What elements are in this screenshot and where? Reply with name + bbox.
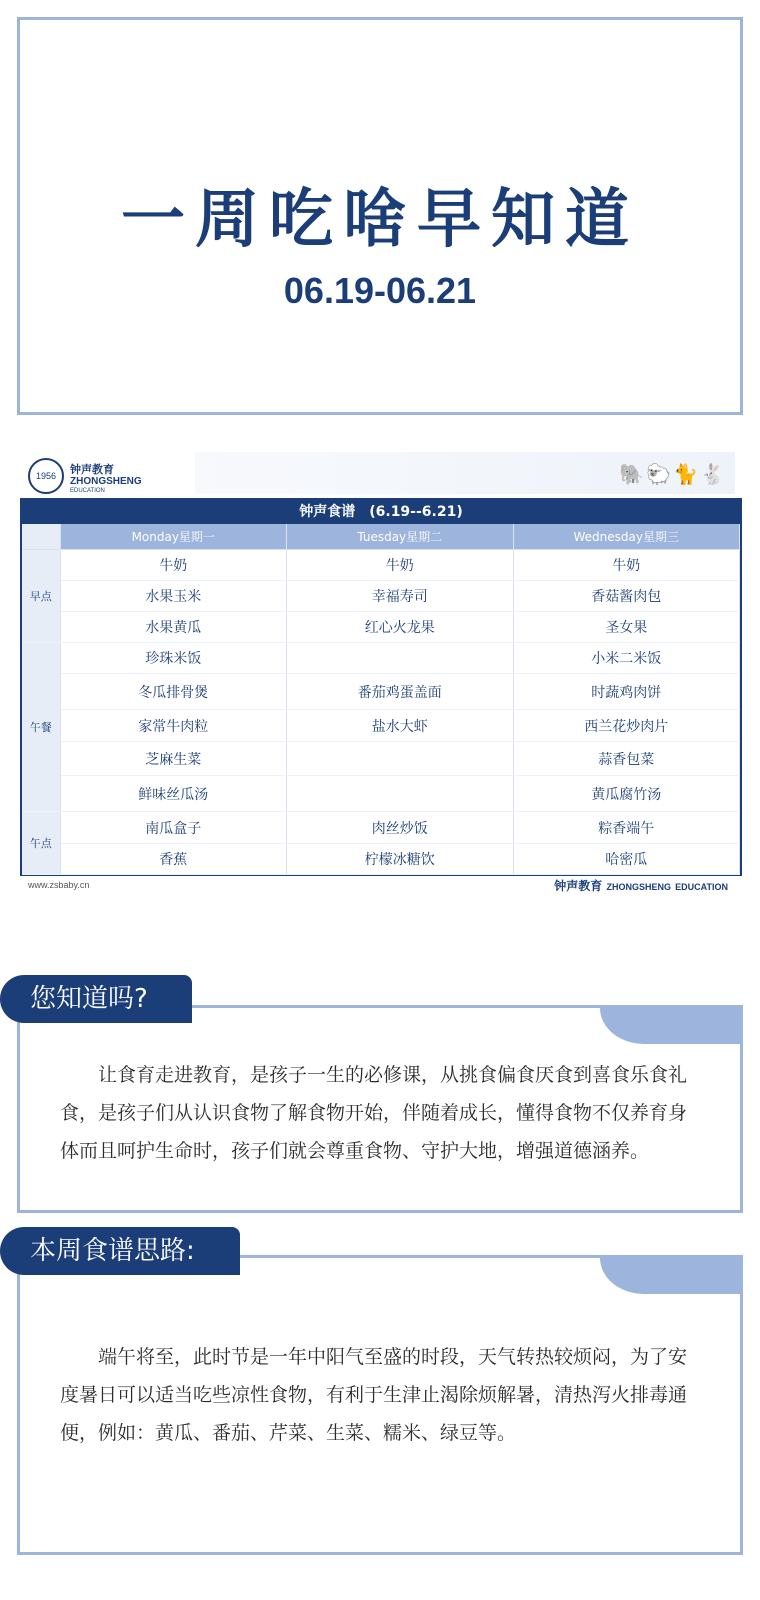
meal-label: 早点 — [22, 550, 60, 643]
page-title: 一周吃啥早知道 — [121, 183, 639, 257]
bunny-icon: 🐇 — [700, 462, 727, 486]
meal-label: 午餐 — [22, 643, 60, 812]
menu-cell: 水果黄瓜 — [60, 612, 287, 643]
menu-cell: 时蔬鸡肉饼 — [513, 674, 740, 710]
menu-cell: 牛奶 — [513, 550, 740, 581]
menu-cell: 幸福寿司 — [287, 581, 514, 612]
menu-cell: 珍珠米饭 — [60, 643, 287, 674]
menu-table-title: 钟声食谱 (6.19--6.21) — [22, 500, 740, 524]
menu-cell: 粽香端午 — [513, 812, 740, 844]
corner-decoration — [600, 1008, 740, 1044]
menu-cell: 哈密瓜 — [513, 844, 740, 875]
menu-row — [22, 612, 740, 643]
footer-brand-cn: 钟声教育 — [554, 879, 603, 893]
column-header-monday: Monday星期一 — [60, 524, 287, 550]
menu-row — [22, 812, 740, 844]
footer-brand-en2: EDUCATION — [675, 882, 728, 892]
menu-idea-card — [17, 1255, 743, 1555]
menu-cell: 西兰花炒肉片 — [513, 710, 740, 742]
menu-image — [20, 452, 742, 900]
animal-decoration — [619, 462, 727, 486]
title-card — [17, 17, 743, 415]
menu-cell: 芝麻生菜 — [60, 742, 287, 776]
menu-cell: 红心火龙果 — [287, 612, 514, 643]
did-you-know-label: 您知道吗? — [0, 975, 192, 1023]
menu-cell: 盐水大虾 — [287, 710, 514, 742]
date-range: 06.19-06.21 — [283, 270, 477, 311]
elephant-icon: 🐘 — [619, 462, 647, 486]
menu-row — [22, 844, 740, 875]
menu-cell — [287, 742, 514, 776]
menu-table — [22, 524, 740, 875]
did-you-know-text: 让食育走进教育，是孩子一生的必修课，从挑食偏食厌食到喜食乐食礼食，是孩子们从认识食物了解食物开始，伴随着成长，懂得食物不仅养育身体而且呵护生命时，孩子们就会尊重食物、守护大地，增强道德涵养。 — [60, 1064, 688, 1162]
menu-cell: 香菇酱肉包 — [513, 581, 740, 612]
menu-row — [22, 674, 740, 710]
menu-row — [22, 643, 740, 674]
menu-cell: 南瓜盒子 — [60, 812, 287, 844]
menu-row — [22, 581, 740, 612]
menu-cell: 黄瓜腐竹汤 — [513, 776, 740, 812]
meal-label: 午点 — [22, 812, 60, 875]
menu-cell: 冬瓜排骨煲 — [60, 674, 287, 710]
logo-text-en: ZHONGSHENG — [70, 476, 142, 487]
menu-row — [22, 710, 740, 742]
menu-cell — [287, 643, 514, 674]
logo-emblem: 1956 — [28, 458, 64, 494]
menu-cell: 蒜香包菜 — [513, 742, 740, 776]
menu-idea-text: 端午将至，此时节是一年中阳气至盛的时段，天气转热较烦闷，为了安度暑日可以适当吃些凉性食物，有利于生津止渴除烦解暑，清热泻火排毒通便，例如：黄瓜、番茄、芹菜、生菜、糯米、绿豆等。 — [60, 1346, 688, 1444]
logo-text-cn: 钟声教育 — [70, 463, 114, 476]
menu-idea-label: 本周食谱思路: — [0, 1227, 240, 1275]
menu-cell: 牛奶 — [287, 550, 514, 581]
menu-table-container — [20, 498, 742, 876]
menu-cell: 牛奶 — [60, 550, 287, 581]
menu-cell: 水果玉米 — [60, 581, 287, 612]
menu-cell: 番茄鸡蛋盖面 — [287, 674, 514, 710]
menu-cell: 肉丝炒饭 — [287, 812, 514, 844]
menu-cell: 家常牛肉粒 — [60, 710, 287, 742]
corner-decoration — [600, 1258, 740, 1294]
menu-cell: 小米二米饭 — [513, 643, 740, 674]
menu-row — [22, 550, 740, 581]
footer-brand — [554, 877, 728, 894]
cat-icon: 🐈 — [673, 462, 701, 486]
menu-header-row — [22, 524, 740, 550]
site-url: www.zsbaby.cn — [28, 880, 90, 890]
logo — [28, 458, 188, 498]
sheep-icon: 🐑 — [646, 462, 674, 486]
header-band — [195, 452, 735, 494]
corner-cell — [22, 524, 60, 550]
did-you-know-card — [17, 1005, 743, 1213]
column-header-wednesday: Wednesday星期三 — [513, 524, 740, 550]
menu-row — [22, 776, 740, 812]
menu-cell: 鲜味丝瓜汤 — [60, 776, 287, 812]
menu-cell: 香蕉 — [60, 844, 287, 875]
menu-cell — [287, 776, 514, 812]
logo-text-en2: EDUCATION — [70, 488, 105, 494]
menu-cell: 圣女果 — [513, 612, 740, 643]
column-header-tuesday: Tuesday星期二 — [287, 524, 514, 550]
footer-brand-en: ZHONGSHENG — [606, 882, 671, 892]
menu-cell: 柠檬冰糖饮 — [287, 844, 514, 875]
menu-row — [22, 742, 740, 776]
